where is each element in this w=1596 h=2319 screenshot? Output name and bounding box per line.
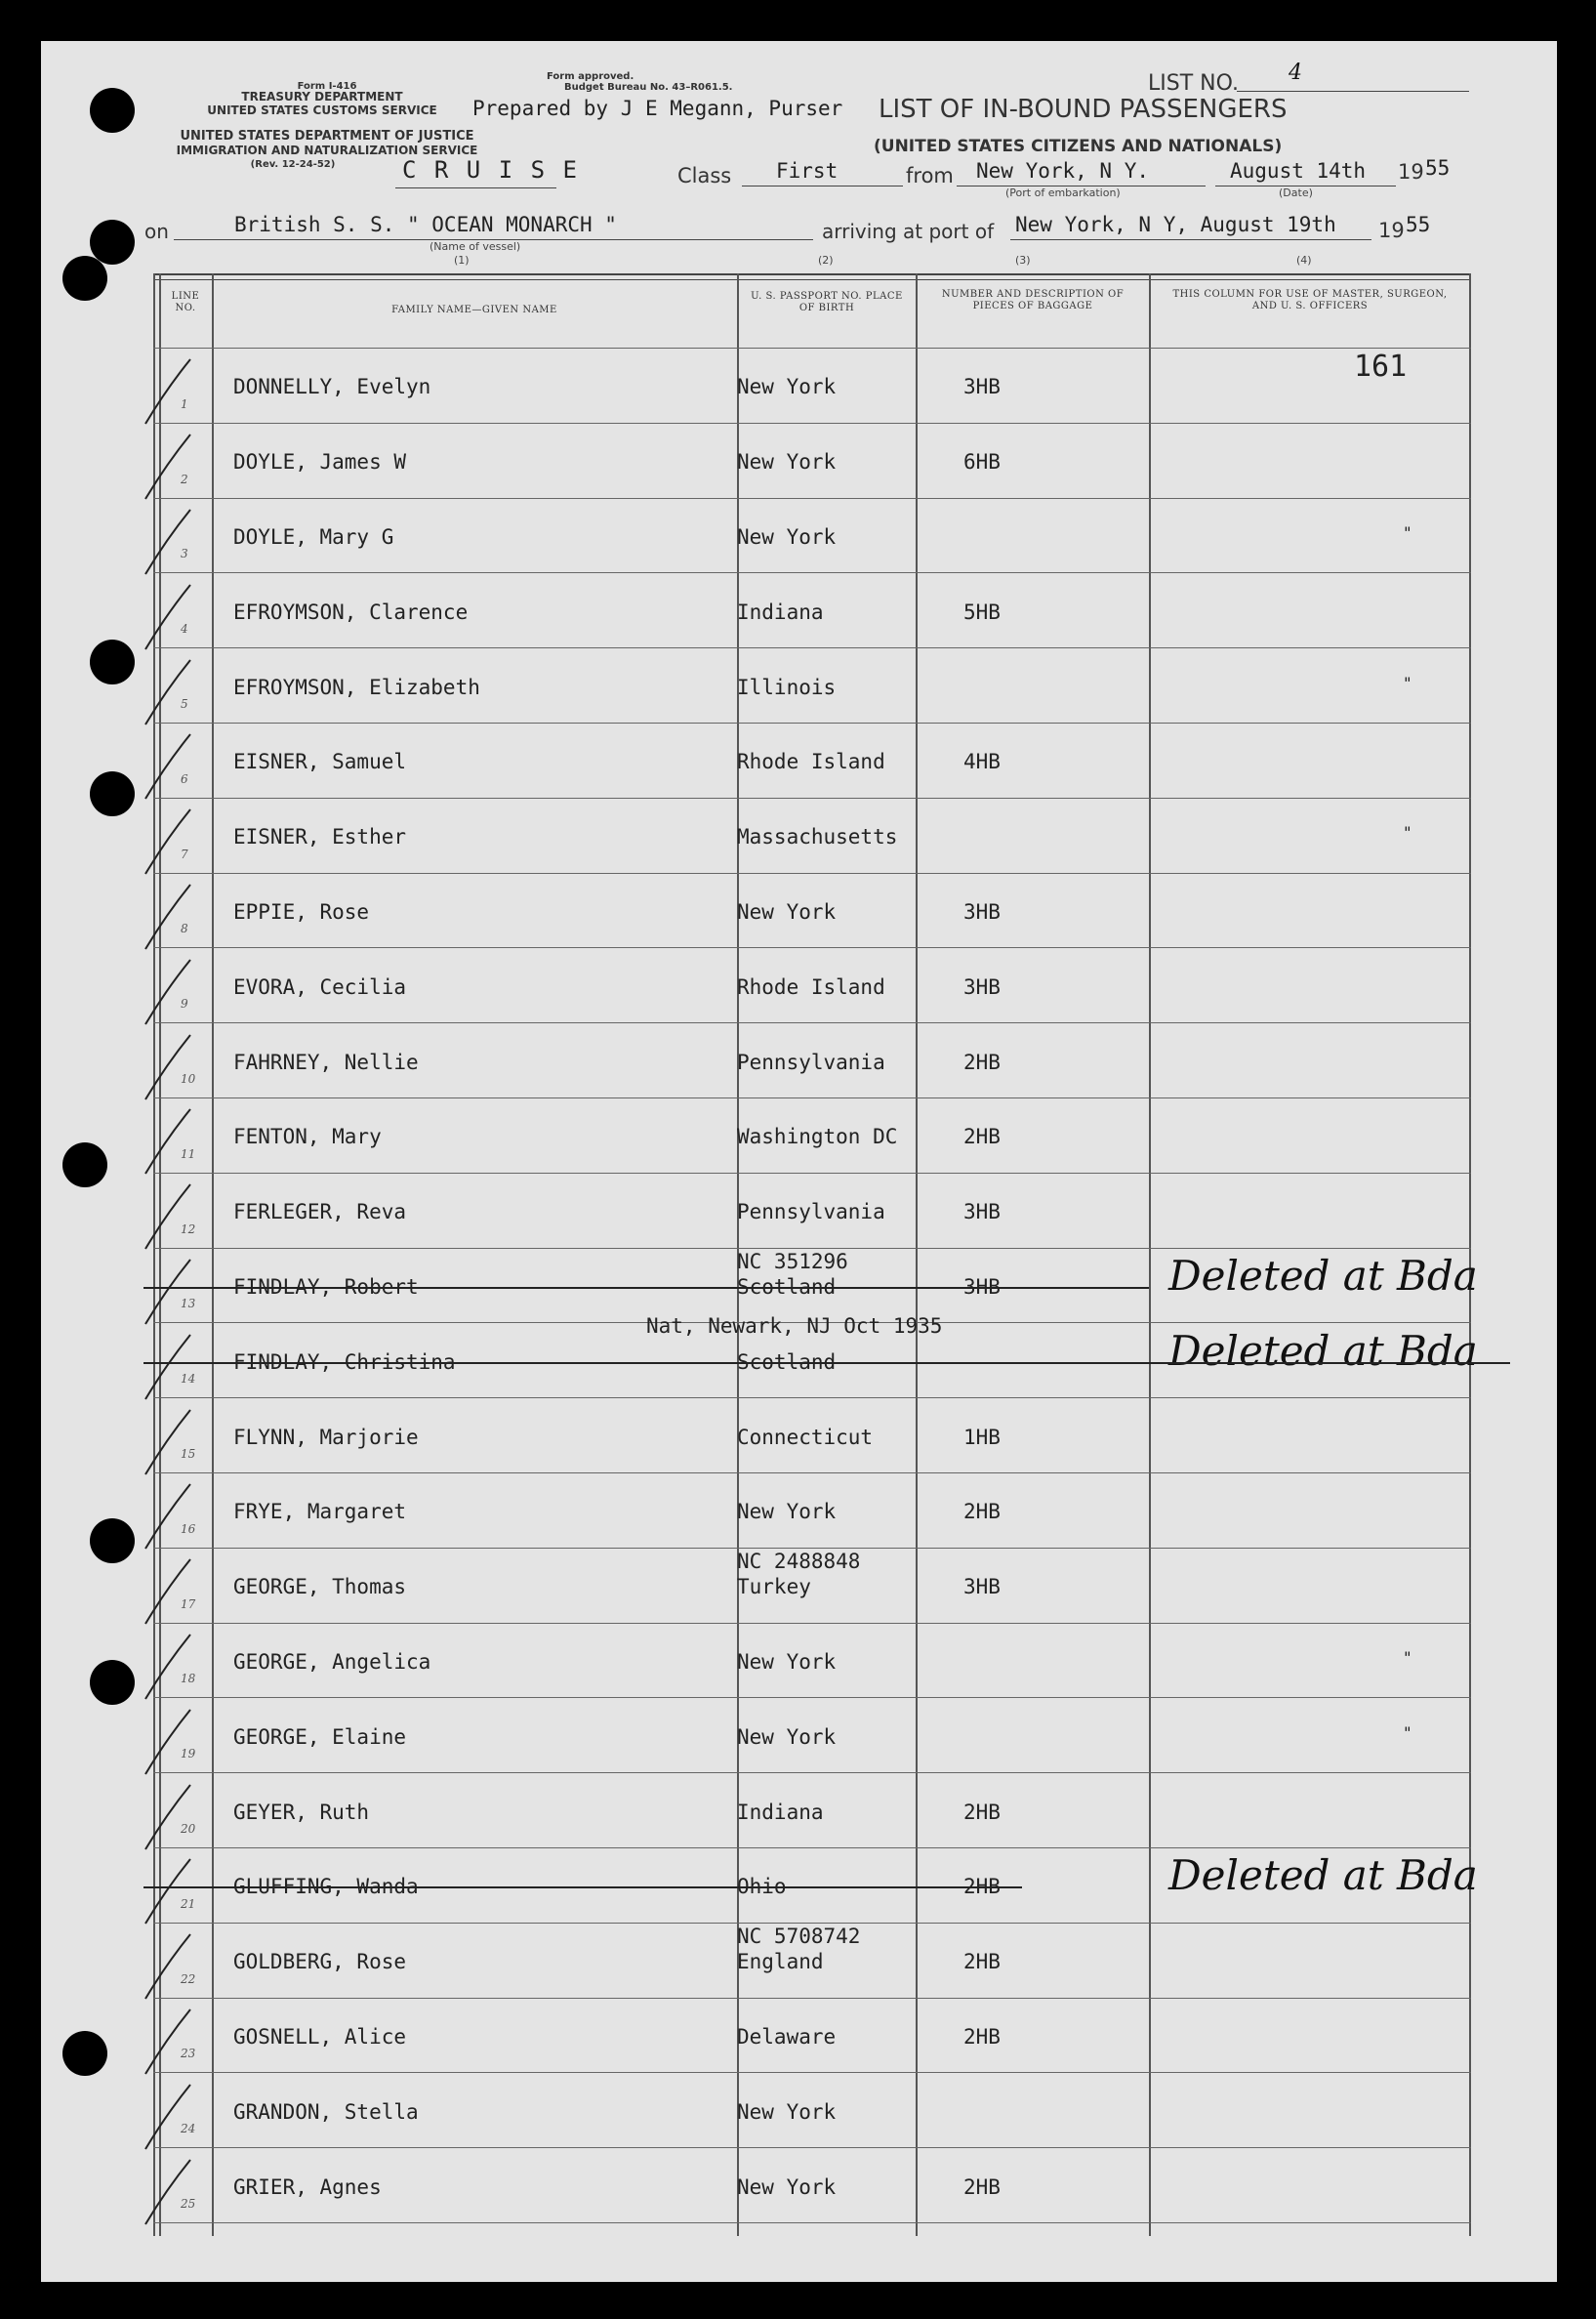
check-mark-icon xyxy=(143,2156,202,2234)
passenger-name: GEORGE, Thomas xyxy=(233,1575,407,1599)
place-of-birth: New York xyxy=(737,450,837,475)
passenger-name: GOLDBERG, Rose xyxy=(233,1950,407,1974)
baggage: 2HB xyxy=(963,1800,1001,1824)
passport-number: Nat, Newark, NJ Oct 1935 xyxy=(646,1314,943,1339)
line-number: 23 xyxy=(181,2047,196,2061)
line-number: 4 xyxy=(181,622,188,637)
table-row xyxy=(153,572,1471,647)
officer-count: 161 xyxy=(1354,350,1408,385)
line-number: 9 xyxy=(181,997,188,1012)
table-row xyxy=(153,647,1471,723)
passenger-name: GOSNELL, Alice xyxy=(233,2024,407,2049)
place-of-birth: Pennsylvania xyxy=(737,1050,885,1074)
list-no-underline xyxy=(1237,91,1469,92)
officer-note: Deleted at Bda xyxy=(1168,1326,1478,1375)
binder-hole xyxy=(62,256,107,301)
passenger-name: EISNER, Samuel xyxy=(233,750,407,774)
prepared-by: Prepared by J E Megann, Purser xyxy=(472,97,843,120)
table-row xyxy=(153,798,1471,873)
place-of-birth: New York xyxy=(737,1500,837,1524)
line-number: 24 xyxy=(181,2122,196,2136)
ditto-mark: " xyxy=(1403,823,1412,843)
place-of-birth: Illinois xyxy=(737,675,837,699)
caption-3: (3) xyxy=(1015,254,1031,267)
form-approved: Form approved. xyxy=(547,71,634,82)
binder-hole xyxy=(90,220,135,265)
table-row xyxy=(153,1097,1471,1173)
ditto-mark: " xyxy=(1403,522,1412,542)
line-number: 3 xyxy=(181,547,188,561)
place-of-birth: New York xyxy=(737,1724,837,1749)
class-value: First xyxy=(776,159,839,183)
table-row xyxy=(153,2072,1471,2147)
place-of-birth: Scotland xyxy=(737,1274,837,1299)
treasury-dept: TREASURY DEPARTMENT xyxy=(241,90,403,104)
baggage: 2HB xyxy=(963,1500,1001,1524)
baggage: 3HB xyxy=(963,899,1001,924)
line-number: 1 xyxy=(181,396,188,411)
line-number: 21 xyxy=(181,1896,196,1911)
revision: (Rev. 12-24-52) xyxy=(250,159,336,170)
baggage: 3HB xyxy=(963,974,1001,999)
table-row xyxy=(153,1772,1471,1847)
line-number: 25 xyxy=(181,2196,196,2211)
table-row xyxy=(153,1397,1471,1472)
table-row xyxy=(153,723,1471,798)
table-row xyxy=(153,1248,1478,1323)
list-no-label: LIST NO. xyxy=(1148,71,1240,96)
col-passport: U. S. PASSPORT NO. PLACE OF BIRTH xyxy=(751,291,903,313)
table-row xyxy=(153,2147,1471,2222)
line-number: 14 xyxy=(181,1372,196,1387)
year2-value: 55 xyxy=(1406,213,1431,236)
passport-number: NC 2488848 xyxy=(737,1550,861,1574)
baggage: 4HB xyxy=(963,750,1001,774)
passenger-name: GRANDON, Stella xyxy=(233,2099,419,2124)
baggage: 3HB xyxy=(963,1200,1001,1224)
table-row xyxy=(153,1314,1478,1397)
passenger-name: EPPIE, Rose xyxy=(233,899,370,924)
table-row xyxy=(153,423,1471,498)
arrival-value: New York, N Y, August 19th xyxy=(1015,213,1336,236)
deletion-strike xyxy=(143,1287,1149,1289)
col-line-no: LINE NO. xyxy=(171,291,200,313)
passenger-name: GLUFFING, Wanda xyxy=(233,1875,419,1899)
ditto-mark: " xyxy=(1403,1722,1412,1742)
table-row xyxy=(153,873,1471,948)
table-row xyxy=(153,1623,1471,1698)
table-row xyxy=(153,1847,1478,1923)
justice-dept: UNITED STATES DEPARTMENT OF JUSTICE xyxy=(180,129,474,144)
passenger-name: FINDLAY, Robert xyxy=(233,1274,419,1299)
line-number: 6 xyxy=(181,771,188,786)
line-number: 18 xyxy=(181,1672,196,1686)
passenger-name: GEYER, Ruth xyxy=(233,1800,370,1824)
table-row xyxy=(153,1472,1471,1548)
passenger-name: DONNELLY, Evelyn xyxy=(233,375,431,399)
passenger-name: EVORA, Cecilia xyxy=(233,974,407,999)
place-of-birth: New York xyxy=(737,1649,837,1674)
place-of-birth: Rhode Island xyxy=(737,750,885,774)
passenger-name: EFROYMSON, Clarence xyxy=(233,600,469,624)
binder-hole xyxy=(90,1660,135,1705)
passenger-name: FLYNN, Marjorie xyxy=(233,1425,419,1449)
form-number: Form I-416 xyxy=(297,81,357,92)
passenger-name: GRIER, Agnes xyxy=(233,2174,382,2199)
list-title: LIST OF IN-BOUND PASSENGERS xyxy=(879,95,1288,124)
passenger-table xyxy=(153,273,1478,2236)
col-baggage: NUMBER AND DESCRIPTION OF PIECES OF BAGGAGE xyxy=(941,289,1125,311)
baggage: 5HB xyxy=(963,600,1001,624)
table-row xyxy=(153,1998,1471,2073)
cruise-underline xyxy=(395,187,556,188)
place-of-birth: Rhode Island xyxy=(737,974,885,999)
baggage: 6HB xyxy=(963,450,1001,475)
place-of-birth: New York xyxy=(737,2174,837,2199)
place-of-birth: Connecticut xyxy=(737,1425,874,1449)
year-value: 55 xyxy=(1425,156,1451,180)
place-of-birth: Pennsylvania xyxy=(737,1200,885,1224)
vessel-caption: (Name of vessel) xyxy=(430,240,521,253)
list-subtitle: (UNITED STATES CITIZENS AND NATIONALS) xyxy=(874,137,1283,156)
place-of-birth: Scotland xyxy=(737,1349,837,1374)
line-number: 8 xyxy=(181,922,188,936)
date-caption: (Date) xyxy=(1279,186,1313,199)
ditto-mark: " xyxy=(1403,1647,1412,1667)
place-of-birth: Turkey xyxy=(737,1575,811,1599)
place-of-birth: Ohio xyxy=(737,1875,787,1899)
line-number: 11 xyxy=(181,1146,196,1161)
baggage: 2HB xyxy=(963,1875,1001,1899)
arrival-underline xyxy=(1010,239,1371,240)
line-number: 13 xyxy=(181,1297,196,1311)
passenger-name: FAHRNEY, Nellie xyxy=(233,1050,419,1074)
on-label: on xyxy=(144,220,169,243)
binder-hole xyxy=(62,1142,107,1187)
year2-prefix: 19 xyxy=(1378,219,1405,242)
baggage: 2HB xyxy=(963,2174,1001,2199)
passenger-name: FERLEGER, Reva xyxy=(233,1200,407,1224)
table-row xyxy=(153,1697,1471,1772)
line-number: 16 xyxy=(181,1521,196,1536)
date-value: August 14th xyxy=(1230,159,1367,183)
line-number: 12 xyxy=(181,1222,196,1236)
cruise-stamp: C R U I S E xyxy=(402,156,579,184)
table-row xyxy=(153,348,1471,423)
baggage: 2HB xyxy=(963,1950,1001,1974)
col-name: FAMILY NAME—GIVEN NAME xyxy=(391,305,557,315)
from-value: New York, N Y. xyxy=(976,159,1150,183)
table-row xyxy=(153,498,1471,573)
place-of-birth: Massachusetts xyxy=(737,825,898,849)
baggage: 1HB xyxy=(963,1425,1001,1449)
place-of-birth: New York xyxy=(737,899,837,924)
passenger-name: FRYE, Margaret xyxy=(233,1500,407,1524)
place-of-birth: Indiana xyxy=(737,600,824,624)
passport-number: NC 351296 xyxy=(737,1249,848,1273)
year-prefix: 19 xyxy=(1398,160,1424,184)
ins: IMMIGRATION AND NATURALIZATION SERVICE xyxy=(176,144,478,157)
line-number: 22 xyxy=(181,1971,196,1986)
passenger-name: DOYLE, Mary G xyxy=(233,524,394,549)
passenger-name: FINDLAY, Christina xyxy=(233,1349,456,1374)
table-row xyxy=(153,1173,1471,1248)
line-number: 7 xyxy=(181,847,188,861)
arriving-label: arriving at port of xyxy=(822,220,995,243)
table-row xyxy=(153,1923,1471,1998)
passenger-name: DOYLE, James W xyxy=(233,450,407,475)
baggage: 2HB xyxy=(963,1125,1001,1149)
ditto-mark: " xyxy=(1403,673,1412,692)
place-of-birth: Indiana xyxy=(737,1800,824,1824)
table-row xyxy=(153,1022,1471,1097)
line-number: 15 xyxy=(181,1446,196,1461)
binder-hole xyxy=(90,1518,135,1563)
caption-1: (1) xyxy=(454,254,470,267)
passport-number: NC 5708742 xyxy=(737,1925,861,1949)
officer-note: Deleted at Bda xyxy=(1168,1851,1478,1900)
passenger-name: GEORGE, Angelica xyxy=(233,1649,431,1674)
table-row xyxy=(153,947,1471,1022)
place-of-birth: New York xyxy=(737,2099,837,2124)
passenger-name: GEORGE, Elaine xyxy=(233,1724,407,1749)
binder-hole xyxy=(90,640,135,684)
vessel-value: British S. S. " OCEAN MONARCH " xyxy=(234,213,617,236)
from-caption: (Port of embarkation) xyxy=(1005,186,1121,199)
place-of-birth: New York xyxy=(737,375,837,399)
place-of-birth: Washington DC xyxy=(737,1125,898,1149)
baggage: 2HB xyxy=(963,2024,1001,2049)
caption-2: (2) xyxy=(818,254,834,267)
deletion-strike xyxy=(143,1886,1022,1888)
line-number: 19 xyxy=(181,1747,196,1761)
passenger-name: EISNER, Esther xyxy=(233,825,407,849)
caption-4: (4) xyxy=(1296,254,1312,267)
line-number: 20 xyxy=(181,1821,196,1836)
baggage: 3HB xyxy=(963,375,1001,399)
customs-service: UNITED STATES CUSTOMS SERVICE xyxy=(207,104,437,117)
deletion-strike xyxy=(143,1362,1510,1364)
place-of-birth: New York xyxy=(737,524,837,549)
table-row xyxy=(153,1548,1471,1623)
line-number: 2 xyxy=(181,472,188,486)
baggage: 3HB xyxy=(963,1274,1001,1299)
place-of-birth: England xyxy=(737,1950,824,1974)
officer-note: Deleted at Bda xyxy=(1168,1251,1478,1300)
from-label: from xyxy=(906,164,954,187)
place-of-birth: Delaware xyxy=(737,2024,837,2049)
budget-bureau: Budget Bureau No. 43–R061.5. xyxy=(564,82,733,93)
line-number: 17 xyxy=(181,1596,196,1611)
col-officers: THIS COLUMN FOR USE OF MASTER, SURGEON, AND U. S. OFFICERS xyxy=(1172,289,1448,311)
passenger-name: EFROYMSON, Elizabeth xyxy=(233,675,480,699)
baggage: 3HB xyxy=(963,1575,1001,1599)
binder-hole xyxy=(90,771,135,816)
line-number: 10 xyxy=(181,1071,196,1086)
binder-hole xyxy=(90,88,135,133)
passenger-name: FENTON, Mary xyxy=(233,1125,382,1149)
class-label: Class xyxy=(677,164,732,187)
baggage: 2HB xyxy=(963,1050,1001,1074)
binder-hole xyxy=(62,2031,107,2076)
line-number: 5 xyxy=(181,696,188,711)
list-no-value: 4 xyxy=(1289,61,1302,85)
